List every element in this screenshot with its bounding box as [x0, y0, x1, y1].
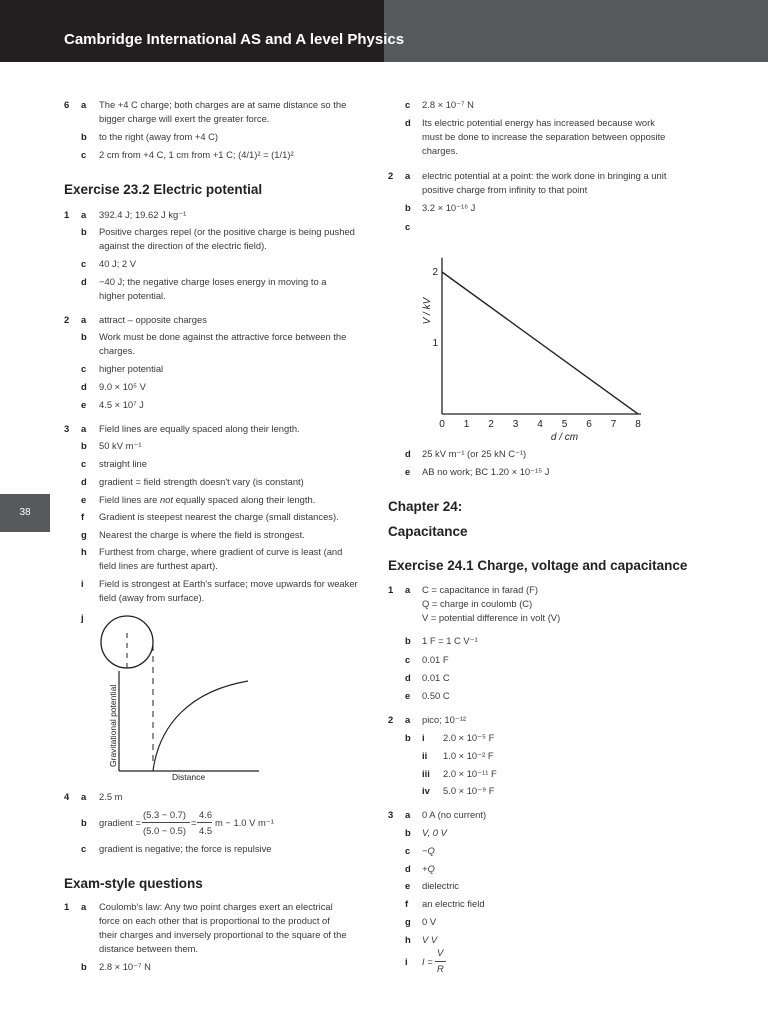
exam-q2c-label: c	[405, 221, 411, 232]
ch24-q1c-text: 0.01 F	[422, 654, 449, 665]
chart-y-ticks	[432, 267, 438, 349]
potential-curve	[153, 681, 248, 771]
q3c-label: c	[81, 458, 87, 469]
q6a-text-1: The +4 C charge; both charges are at same distance so the	[99, 99, 347, 110]
q2a-text: attract – opposite charges	[99, 314, 207, 325]
exam-q1c-label: c	[405, 99, 411, 110]
ch24-q3i-lhs: I =	[422, 956, 433, 967]
ch24-q3d-text: +Q	[422, 863, 435, 874]
q4b-result: m − 1.0 V m⁻¹	[215, 817, 274, 828]
chapter-24-title: Capacitance	[388, 524, 468, 539]
exam-q1d-text-2: must be done to increase the separation between opposite	[422, 131, 666, 142]
q3c-text: straight line	[99, 458, 147, 469]
exam-q1a-text-3: their charges and inversely proportional to the square of the	[99, 929, 347, 940]
q4-number: 4	[64, 791, 70, 802]
earth-circle	[101, 616, 153, 668]
ch24-q3i-denominator: R	[437, 963, 444, 974]
ch24-q3-number: 3	[388, 809, 394, 820]
ch24-q1-number: 1	[388, 584, 394, 595]
q2a-label: a	[81, 314, 87, 325]
ch24-q2b-ii-label: ii	[422, 750, 428, 761]
ch24-q1a-text-3: V = potential difference in volt (V)	[422, 612, 561, 623]
x-tick-label: 0	[439, 419, 445, 430]
q3f-label: f	[81, 511, 85, 522]
exam-q2d-text: 25 kV m⁻¹ (or 25 kN C⁻¹)	[422, 448, 527, 459]
ch24-q3g-label: g	[405, 916, 411, 927]
chart-x-ticks	[439, 419, 641, 430]
q4b-fraction-bar-2	[197, 822, 212, 823]
exam-q2-number: 2	[388, 170, 394, 181]
q2b-label: b	[81, 331, 87, 342]
q1b-text-1: Positive charges repel (or the positive charge is being pushed	[99, 226, 355, 237]
exam-q2b-text: 3.2 × 10⁻¹⁶ J	[422, 202, 476, 213]
q6-number: 6	[64, 99, 70, 110]
q2c-text: higher potential	[99, 363, 164, 374]
q3i-text-1: Field is strongest at Earth's surface; move upwards for weaker	[99, 578, 358, 589]
q3d-text: gradient = field strength doesn't vary (is constant)	[99, 476, 304, 487]
exam-q1a-text-1: Coulomb's law: Any two point charges exert an electrical	[99, 901, 333, 912]
ch24-q2a-label: a	[405, 714, 411, 725]
exam-q2b-label: b	[405, 202, 411, 213]
ch24-q3f-text: an electric field	[422, 898, 485, 909]
y-tick-label: 2	[432, 267, 438, 278]
x-tick-label: 6	[586, 419, 592, 430]
q2d-text: 9.0 × 10⁵ V	[99, 381, 146, 392]
q4b-numerator-2: 4.6	[199, 809, 213, 820]
ch24-q2a-text: pico; 10⁻¹²	[422, 714, 467, 725]
ch24-q3h-text: V V	[422, 934, 438, 945]
q6a-text-2: bigger charge will exert the greater force.	[99, 113, 270, 124]
q1c-text: 40 J; 2 V	[99, 258, 137, 269]
q1d-text-2: higher potential.	[99, 290, 166, 301]
ch24-q1b-label: b	[405, 635, 411, 646]
q4b-gradient-label: gradient =	[99, 817, 141, 828]
sketch-y-label: Gravitational potential	[108, 684, 118, 767]
ch24-q1e-text: 0.50 C	[422, 690, 450, 701]
ch24-q2-number: 2	[388, 714, 394, 725]
exam-q1b-text: 2.8 × 10⁻⁷ N	[99, 961, 151, 972]
ch24-q2b-ii-text: 1.0 × 10⁻² F	[443, 750, 494, 761]
exam-q2a-text-1: electric potential at a point: the work done in bringing a unit	[422, 170, 667, 181]
q4b-denominator-2: 4.5	[199, 825, 213, 836]
ch24-q3a-label: a	[405, 809, 411, 820]
exam-q1d-text-1: Its electric potential energy has increased because work	[422, 117, 655, 128]
q2b-text-1: Work must be done against the attractive force between the	[99, 331, 347, 342]
ch24-q1c-label: c	[405, 654, 411, 665]
ch24-q2b-i-text: 2.0 × 10⁻⁵ F	[443, 732, 495, 743]
ch24-q3f-label: f	[405, 898, 409, 909]
q3i-text-2: field (away from surface).	[99, 592, 205, 603]
chart-y-label: V / kV	[422, 297, 433, 325]
exercise-24-1-heading: Exercise 24.1 Charge, voltage and capacitance	[388, 558, 688, 573]
exam-q1a-text-4: distance between them.	[99, 943, 199, 954]
q2c-label: c	[81, 363, 87, 374]
x-tick-label: 8	[635, 419, 641, 430]
q3e-text: Field lines are not equally spaced along their length.	[99, 494, 316, 505]
ch24-q1a-text-1: C = capacitance in farad (F)	[422, 584, 538, 595]
q6c-label: c	[81, 149, 87, 160]
gravitational-potential-sketch	[95, 605, 265, 785]
ch24-q2b-iii-text: 2.0 × 10⁻¹¹ F	[443, 768, 497, 779]
q3f-text: Gradient is steepest nearest the charge (small distances).	[99, 511, 339, 522]
ch24-q2b-i-label: i	[422, 732, 425, 743]
q4b-fraction-bar	[142, 822, 190, 823]
q2b-text-2: charges.	[99, 345, 135, 356]
q2e-text: 4.5 × 10⁷ J	[99, 399, 144, 410]
q1d-text-1: −40 J; the negative charge loses energy in moving to a	[99, 276, 327, 287]
ch24-q2b-label: b	[405, 732, 411, 743]
ch24-q1e-label: e	[405, 690, 411, 701]
header-accent	[384, 0, 768, 62]
ch24-q3d-label: d	[405, 863, 411, 874]
ch24-q3e-label: e	[405, 880, 411, 891]
exam-q2d-label: d	[405, 448, 411, 459]
q3e-label: e	[81, 494, 87, 505]
x-tick-label: 1	[463, 419, 470, 430]
ch24-q1b-text: 1 F = 1 C V⁻¹	[422, 635, 478, 646]
page-number-tab: 38	[0, 494, 50, 532]
ch24-q1d-label: d	[405, 672, 411, 683]
ch24-q3i-label: i	[405, 956, 408, 967]
q1b-label: b	[81, 226, 87, 237]
potential-distance-chart	[415, 222, 655, 447]
exam-q2a-text-2: positive charge from infinity to that point	[422, 184, 588, 195]
exam-q1d-label: d	[405, 117, 411, 128]
ch24-q3b-text: V, 0 V	[422, 827, 447, 838]
q4a-label: a	[81, 791, 87, 802]
ch24-q2b-iv-text: 5.0 × 10⁻⁹ F	[443, 785, 495, 796]
q1c-label: c	[81, 258, 87, 269]
q3j-label: j	[81, 612, 84, 623]
q3h-text-1: Furthest from charge, where gradient of curve is least (and	[99, 546, 343, 557]
x-tick-label: 2	[488, 419, 494, 430]
ch24-q3a-text: 0 A (no current)	[422, 809, 487, 820]
exam-style-heading: Exam-style questions	[64, 876, 203, 891]
exam-q1d-text-3: charges.	[422, 145, 458, 156]
ch24-q1d-text: 0.01 C	[422, 672, 450, 683]
q6a-label: a	[81, 99, 87, 110]
x-tick-label: 5	[561, 419, 568, 430]
q6b-text: to the right (away from +4 C)	[99, 131, 219, 142]
q2-number: 2	[64, 314, 70, 325]
ch24-q3c-text: −Q	[422, 845, 435, 856]
ch24-q3g-text: 0 V	[422, 916, 437, 927]
x-tick-label: 4	[537, 419, 543, 430]
ch24-q3c-label: c	[405, 845, 411, 856]
q1d-label: d	[81, 276, 87, 287]
q4b-denominator: (5.0 − 0.5)	[143, 825, 186, 836]
q6c-text: 2 cm from +4 C, 1 cm from +1 C; (4/1)² = (1/1)²	[99, 149, 294, 160]
ch24-q3i-numerator: V	[437, 947, 444, 958]
x-tick-label: 3	[512, 419, 519, 430]
q2d-label: d	[81, 381, 87, 392]
q4c-text: gradient is negative; the force is repulsive	[99, 843, 272, 854]
page-header-title: Cambridge International AS and A level Physics	[64, 31, 405, 48]
q3h-label: h	[81, 546, 87, 557]
q1a-label: a	[81, 209, 87, 220]
q3g-label: g	[81, 529, 87, 540]
q4c-label: c	[81, 843, 87, 854]
exam-q1a-label: a	[81, 901, 87, 912]
q1-number: 1	[64, 209, 70, 220]
ch24-q3e-text: dielectric	[422, 880, 459, 891]
ch24-q3h-label: h	[405, 934, 411, 945]
q4b-numerator: (5.3 − 0.7)	[143, 809, 186, 820]
y-tick-label: 1	[432, 338, 438, 349]
ch24-q3b-label: b	[405, 827, 411, 838]
chapter-24-heading: Chapter 24:	[388, 499, 463, 514]
exam-q1a-text-2: force on each other that is proportional to the product of	[99, 915, 330, 926]
q3a-text: Field lines are equally spaced along their length.	[99, 423, 300, 434]
x-tick-label: 7	[610, 419, 617, 430]
q3h-text-2: field lines are furthest apart).	[99, 560, 218, 571]
exam-q2e-label: e	[405, 466, 411, 477]
q3b-text: 50 kV m⁻¹	[99, 440, 142, 451]
q3a-label: a	[81, 423, 87, 434]
chart-x-label: d / cm	[550, 432, 579, 443]
exam-q1c-text: 2.8 × 10⁻⁷ N	[422, 99, 474, 110]
q3b-label: b	[81, 440, 87, 451]
q6b-label: b	[81, 131, 87, 142]
ch24-q2b-iii-label: iii	[422, 768, 430, 779]
q4b-label: b	[81, 817, 87, 828]
exam-q1-number: 1	[64, 901, 70, 912]
q4a-text: 2.5 m	[99, 791, 123, 802]
q3d-label: d	[81, 476, 87, 487]
q3i-label: i	[81, 578, 84, 589]
series-line	[442, 272, 638, 414]
q1b-text-2: against the direction of the electric field).	[99, 240, 267, 251]
ch24-q2b-iv-label: iv	[422, 785, 430, 796]
q3g-text: Nearest the charge is where the field is strongest.	[99, 529, 305, 540]
q3-number: 3	[64, 423, 70, 434]
q4b-equals: =	[191, 817, 197, 828]
q2e-label: e	[81, 399, 87, 410]
exam-q2a-label: a	[405, 170, 411, 181]
exam-q1b-label: b	[81, 961, 87, 972]
ch24-q1a-label: a	[405, 584, 411, 595]
exercise-23-2-heading: Exercise 23.2 Electric potential	[64, 182, 263, 197]
ch24-q1a-text-2: Q = charge in coulomb (C)	[422, 598, 533, 609]
chart-series	[442, 272, 638, 414]
q1a-text: 392.4 J; 19.62 J kg⁻¹	[99, 209, 187, 220]
exam-q2e-text: AB no work; BC 1.20 × 10⁻¹⁵ J	[422, 466, 550, 477]
sketch-x-label: Distance	[172, 772, 206, 782]
